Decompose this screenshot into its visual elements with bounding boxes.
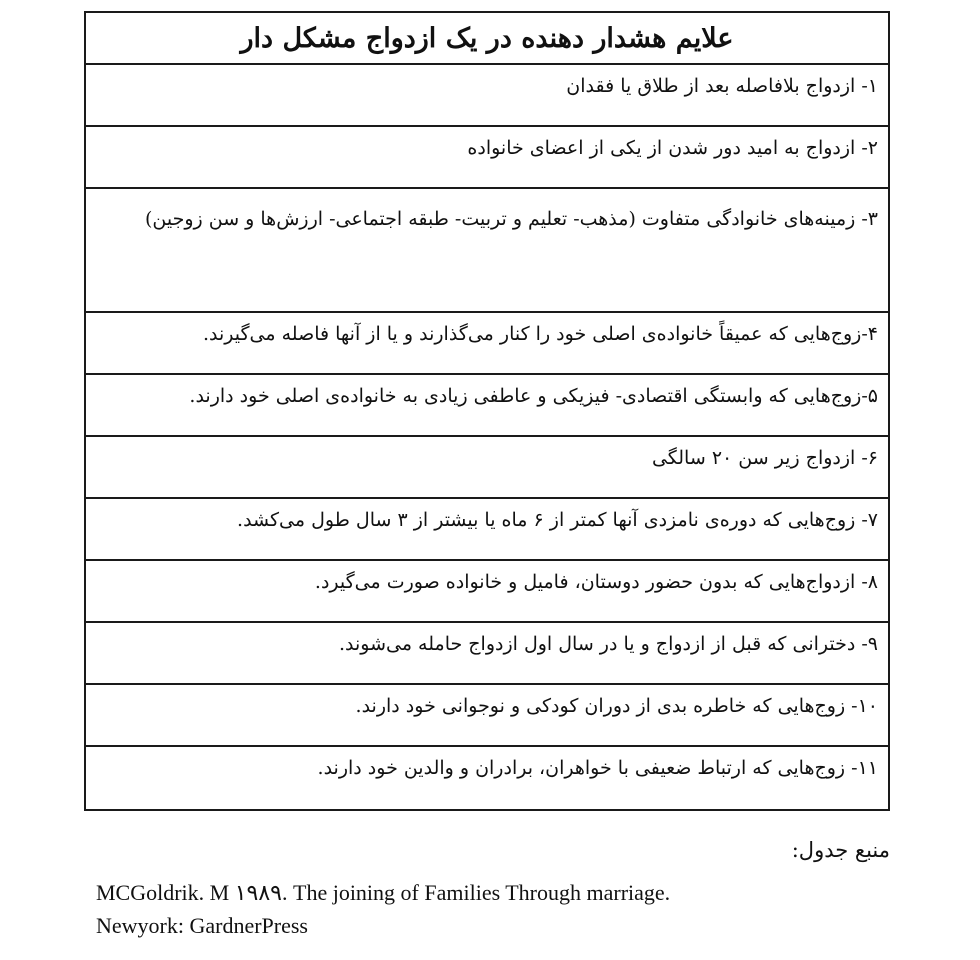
table-row-10: ۱۰- زوج‌هایی که خاطره بدی از دوران کودکی و نوجوانی خود دارند. <box>86 685 888 747</box>
table-row-11: ۱۱- زوج‌هایی که ارتباط ضعیفی با خواهران، برادران و والدین خود دارند. <box>317 757 878 779</box>
table-row-1: ۱- ازدواج بلافاصله بعد از طلاق یا فقدان <box>86 65 888 127</box>
citation-line-2: Newyork: GardnerPress <box>96 913 308 938</box>
citation-line-1: MCGoldrik. M ۱۹۸۹. The joining of Families Through marriage. <box>96 880 671 905</box>
source-label: منبع جدول: <box>791 838 890 862</box>
table-row-2: ۲- ازدواج به امید دور شدن از یکی از اعضای خانواده <box>86 127 888 189</box>
table-row-3: ۳- زمینه‌های خانوادگی متفاوت (مذهب- تعلیم و تربیت- طبقه اجتماعی- ارزش‌ها و سن زوجین) <box>86 189 888 313</box>
table-row-9: ۹- دخترانی که قبل از ازدواج و یا در سال اول ازدواج حامله می‌شوند. <box>86 623 888 685</box>
table-row-4: ۴-زوج‌هایی که عمیقاً خانواده‌ی اصلی خود را کنار می‌گذارند و یا از آنها فاصله می‌گیرند. <box>86 313 888 375</box>
table-row-7: ۷- زوج‌هایی که دوره‌ی نامزدی آنها کمتر از ۶ ماه یا بیشتر از ۳ سال طول می‌کشد. <box>86 499 888 561</box>
table-row-8: ۸- ازدواج‌هایی که بدون حضور دوستان، فامیل و خانواده صورت می‌گیرد. <box>86 561 888 623</box>
source-citation <box>96 876 916 942</box>
table-row-5: ۵-زوج‌هایی که وابستگی اقتصادی- فیزیکی و عاطفی زیادی به خانواده‌ی اصلی خود دارند. <box>86 375 888 437</box>
warning-signs-table <box>84 11 890 811</box>
table-row-6: ۶- ازدواج زیر سن ۲۰ سالگی <box>86 437 888 499</box>
table-title: علایم هشدار دهنده در یک ازدواج مشکل دار <box>86 13 888 65</box>
